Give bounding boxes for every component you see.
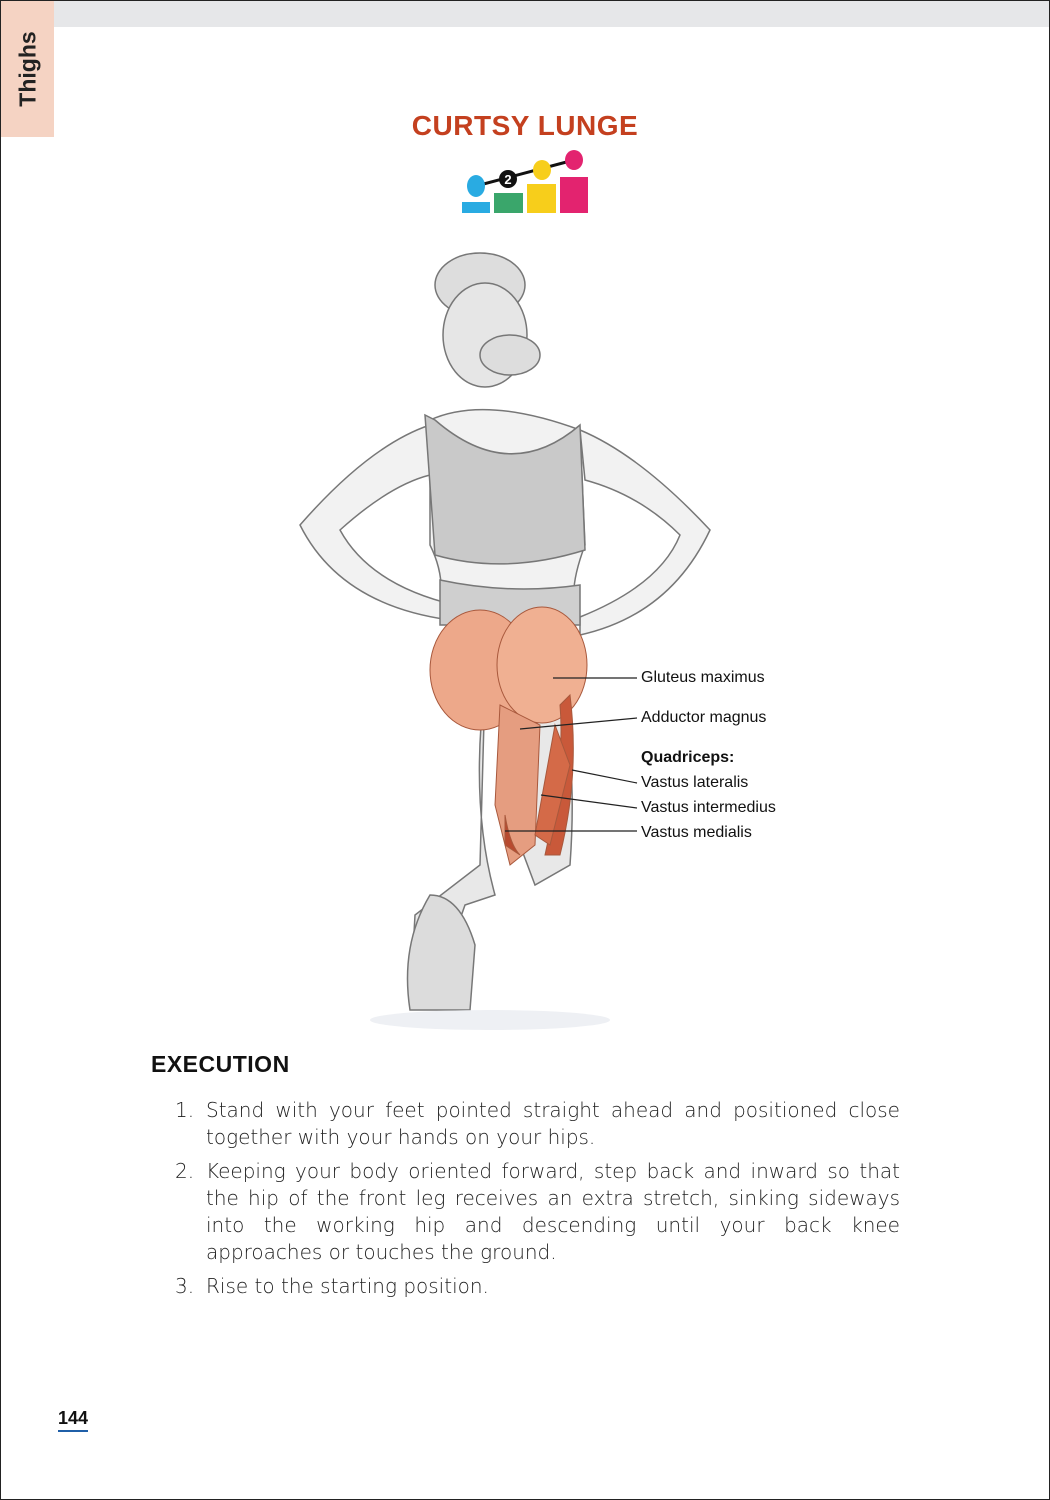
step-number: 1. — [175, 1098, 195, 1122]
exercise-title: CURTSY LUNGE — [411, 110, 639, 141]
step-text: Rise to the starting position. — [206, 1274, 489, 1298]
execution-step — [175, 1097, 900, 1151]
step-text: Keeping your body oriented forward, step back and inward so that the hip of the front leg receives an extra stretch, sinking sideways into the working hip and descending until your back knee approaches or touches the ground. — [206, 1159, 900, 1264]
label-quadriceps: Quadriceps: — [641, 749, 735, 766]
label-vastus-intermedius: Vastus intermedius — [641, 799, 776, 816]
step-number: 3. — [175, 1274, 195, 1298]
page-number: 144 — [58, 1408, 88, 1432]
execution-steps — [175, 1097, 900, 1307]
label-vastus-medialis: Vastus medialis — [641, 824, 752, 841]
label-adductor-magnus: Adductor magnus — [641, 709, 767, 726]
label-vastus-lateralis: Vastus lateralis — [641, 774, 749, 791]
difficulty-number: 2 — [504, 172, 512, 187]
execution-step — [175, 1273, 900, 1300]
execution-heading: EXECUTION — [151, 1051, 290, 1077]
label-gluteus-maximus: Gluteus maximus — [641, 669, 765, 686]
section-tab-label: Thighs — [14, 31, 40, 107]
step-text: Stand with your feet pointed straight ahead and positioned close together with your hands on your hips. — [206, 1098, 900, 1149]
step-number: 2. — [175, 1159, 195, 1183]
execution-step — [175, 1158, 900, 1266]
